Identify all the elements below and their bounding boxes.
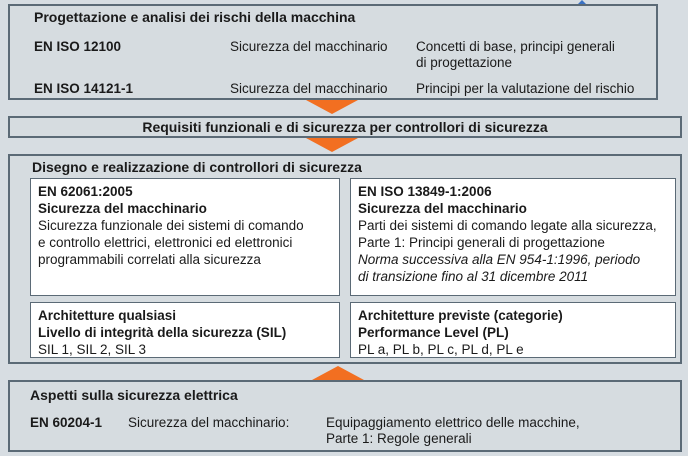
box-subtitle: Livello di integrità della sicurezza (SIL) <box>38 325 287 340</box>
standard-description: Equipaggiamento elettrico delle macchine, <box>326 415 580 430</box>
box-en-iso-13849 <box>350 178 676 296</box>
standard-subject: Sicurezza del macchinario <box>358 201 527 216</box>
panel-title: Progettazione e analisi dei rischi della macchina <box>34 9 356 25</box>
standard-description: Principi per la valutazione del rischio <box>416 81 635 96</box>
box-values: SIL 1, SIL 2, SIL 3 <box>38 342 147 357</box>
standard-subject: Sicurezza del macchinario <box>230 39 388 54</box>
flow-arrow-up <box>312 366 364 380</box>
standard-description: Parte 1: Principi generali di progettazione <box>358 235 605 250</box>
standard-description: Parti dei sistemi di comando legate alla sicurezza, <box>358 218 657 233</box>
standard-subject: Sicurezza del macchinario <box>230 81 388 96</box>
standard-subject: Sicurezza del macchinario <box>38 201 207 216</box>
standard-description: di progettazione <box>416 55 513 70</box>
box-title: Architetture qualsiasi <box>38 308 177 323</box>
standard-description: Parte 1: Regole generali <box>326 431 472 446</box>
standard-code: EN ISO 14121-1 <box>34 81 134 96</box>
panel-title: Disegno e realizzazione di controllori di sicurezza <box>32 159 362 175</box>
panel-title: Requisiti funzionali e di sicurezza per controllori di sicurezza <box>142 119 548 135</box>
panel-risk-analysis <box>8 4 658 100</box>
standard-subject: Sicurezza del macchinario: <box>128 415 290 430</box>
standard-code: EN 62061:2005 <box>38 184 133 199</box>
box-sil <box>30 302 340 358</box>
box-values: PL a, PL b, PL c, PL d, PL e <box>358 342 524 357</box>
panel-electrical-safety <box>8 380 682 452</box>
standard-code: EN ISO 12100 <box>34 39 122 54</box>
flow-arrow-down <box>306 100 358 114</box>
standard-note: di transizione fino al 31 dicembre 2011 <box>358 269 589 284</box>
box-pl <box>350 302 676 358</box>
box-en-62061 <box>30 178 340 296</box>
panel-design-implementation <box>8 154 682 364</box>
box-title: Architetture previste (categorie) <box>358 308 563 323</box>
standard-description: programmabili correlati alla sicurezza <box>38 252 261 267</box>
standard-code: EN 60204-1 <box>30 415 103 430</box>
flow-arrow-down <box>306 138 358 152</box>
standard-description: e controllo elettrici, elettronici ed elettronici <box>38 235 293 250</box>
box-subtitle: Performance Level (PL) <box>358 325 509 340</box>
standard-description: Concetti di base, principi generali <box>416 39 615 54</box>
standard-code: EN ISO 13849-1:2006 <box>358 184 492 199</box>
standard-description: Sicurezza funzionale dei sistemi di comando <box>38 218 304 233</box>
standard-note: Norma successiva alla EN 954-1:1996, periodo <box>358 252 641 267</box>
panel-title: Aspetti sulla sicurezza elettrica <box>30 387 238 403</box>
panel-functional-requirements <box>8 116 682 138</box>
